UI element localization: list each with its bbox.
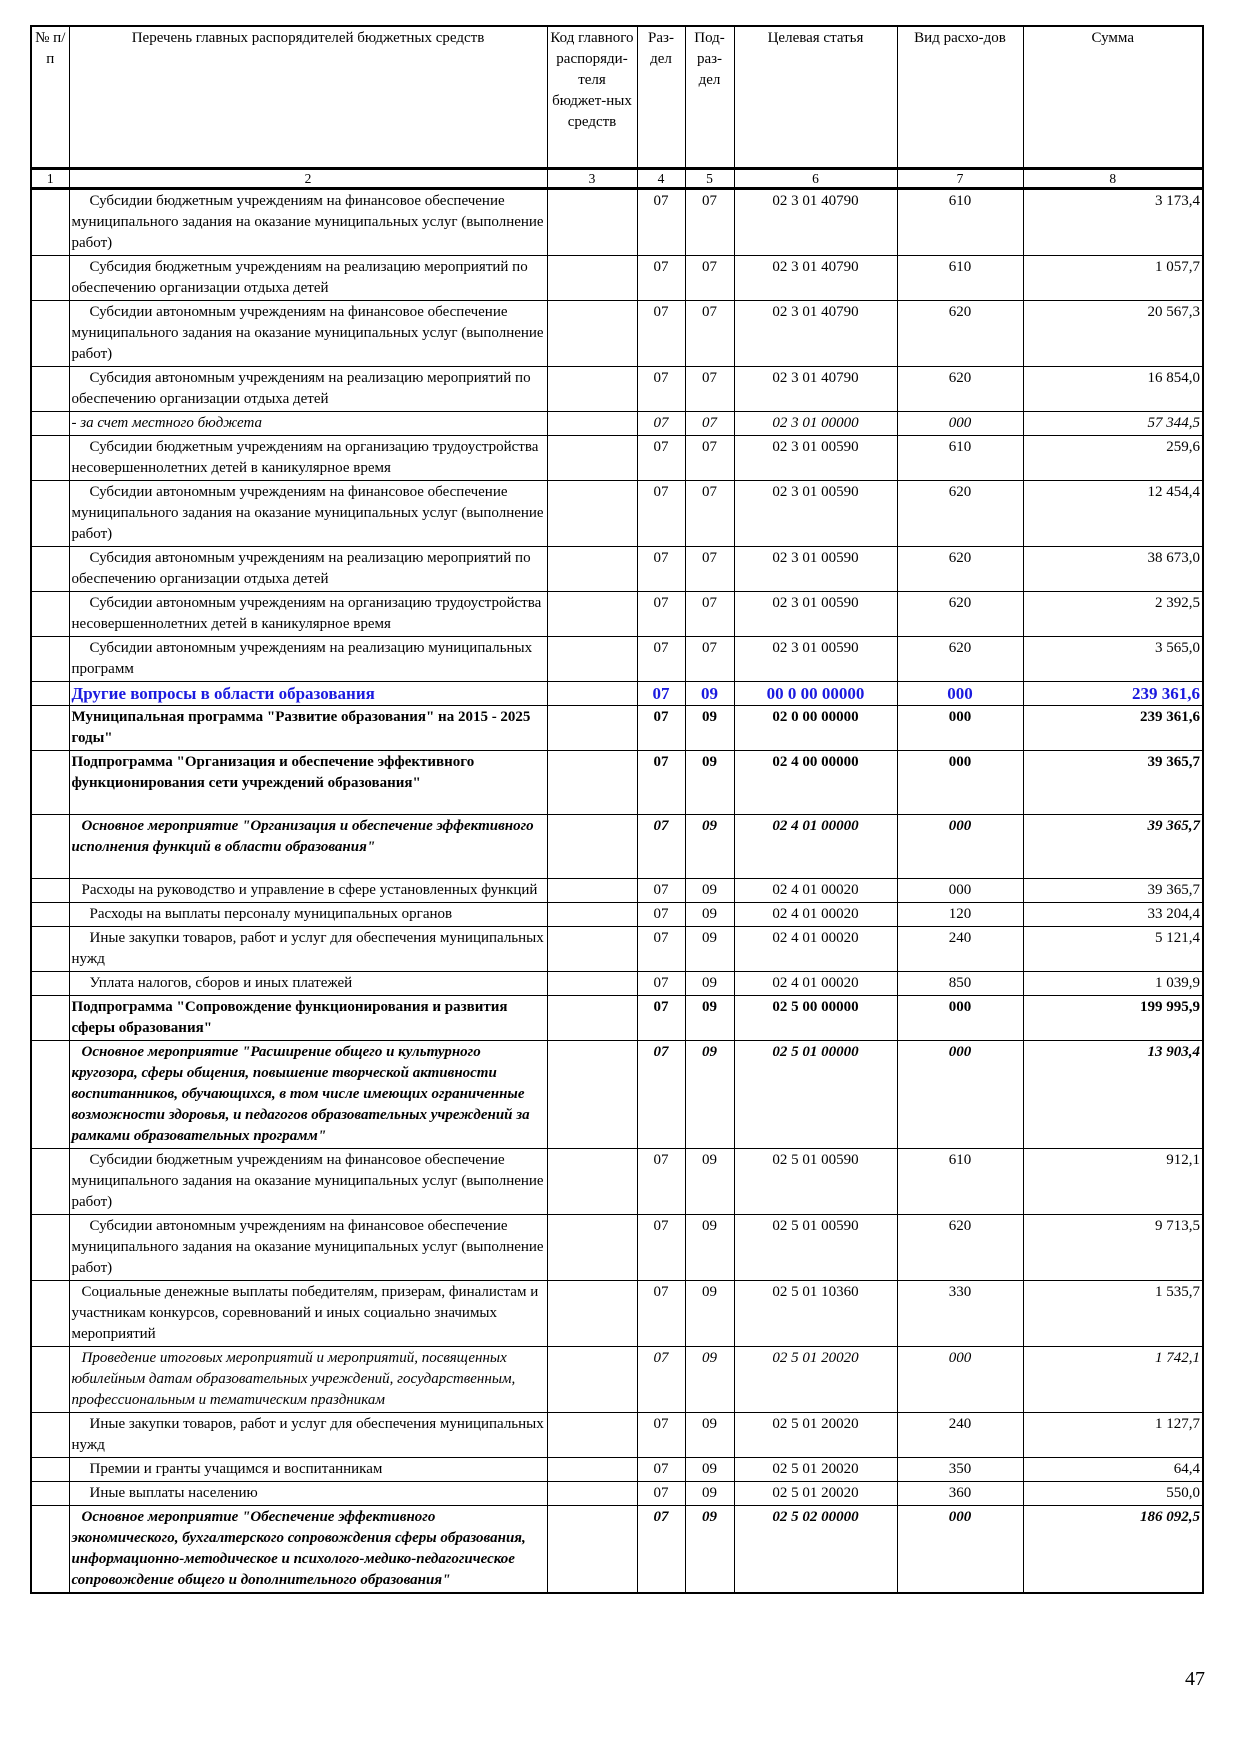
row-razdel-cell: 07	[637, 751, 685, 815]
row-name-cell: Субсидия бюджетным учреждениям на реализацию мероприятий по обеспечению организации отдыха детей	[69, 256, 547, 301]
row-podrazdel-cell: 09	[685, 682, 734, 706]
row-podrazdel-cell: 07	[685, 436, 734, 481]
header-sum: Сумма	[1023, 26, 1203, 169]
row-code-cell	[547, 367, 637, 412]
row-expense-type-cell: 610	[897, 256, 1023, 301]
row-target-cell: 02 5 00 00000	[734, 996, 897, 1041]
row-expense-type-cell: 000	[897, 751, 1023, 815]
row-sum-cell: 259,6	[1023, 436, 1203, 481]
row-sum-cell: 12 454,4	[1023, 481, 1203, 547]
row-razdel-cell: 07	[637, 1458, 685, 1482]
table-row	[31, 1347, 1203, 1413]
row-name-cell: Основное мероприятие "Расширение общего и культурного кругозора, сферы общения, повышение творческой активности воспитанников, обучающихся, в том числе имеющих ограниченные возможности здоровья, и педагогов образовательных учреждений за рамками образовательных программ"	[69, 1041, 547, 1149]
row-sum-cell: 39 365,7	[1023, 879, 1203, 903]
row-name-cell: Субсидии автономным учреждениям на финансовое обеспечение муниципального задания на оказание муниципальных услуг (выполнение работ)	[69, 301, 547, 367]
row-podrazdel-cell: 09	[685, 1041, 734, 1149]
row-code-cell	[547, 751, 637, 815]
row-razdel-cell: 07	[637, 903, 685, 927]
table-row	[31, 1458, 1203, 1482]
row-number-cell	[31, 367, 69, 412]
row-expense-type-cell: 000	[897, 682, 1023, 706]
row-razdel-cell: 07	[637, 996, 685, 1041]
row-podrazdel-cell: 07	[685, 189, 734, 256]
row-target-cell: 02 4 01 00020	[734, 903, 897, 927]
row-razdel-cell: 07	[637, 367, 685, 412]
row-razdel-cell: 07	[637, 481, 685, 547]
row-podrazdel-cell: 09	[685, 1347, 734, 1413]
header-target: Целевая статья	[734, 26, 897, 169]
row-number-cell	[31, 996, 69, 1041]
row-code-cell	[547, 256, 637, 301]
row-code-cell	[547, 637, 637, 682]
row-name-cell: Субсидии автономным учреждениям на организацию трудоустройства несовершеннолетних детей в каникулярное время	[69, 592, 547, 637]
row-target-cell: 02 5 01 10360	[734, 1281, 897, 1347]
row-expense-type-cell: 000	[897, 815, 1023, 879]
row-code-cell	[547, 1482, 637, 1506]
header-name: Перечень главных распорядителей бюджетных средств	[69, 26, 547, 169]
row-podrazdel-cell: 09	[685, 751, 734, 815]
row-target-cell: 02 3 01 00590	[734, 637, 897, 682]
table-row	[31, 481, 1203, 547]
row-expense-type-cell: 120	[897, 903, 1023, 927]
table-row	[31, 972, 1203, 996]
row-expense-type-cell: 000	[897, 412, 1023, 436]
row-name-cell: Иные закупки товаров, работ и услуг для обеспечения муниципальных нужд	[69, 927, 547, 972]
table-row	[31, 1506, 1203, 1594]
row-name-cell: Премии и гранты учащимся и воспитанникам	[69, 1458, 547, 1482]
row-sum-cell: 2 392,5	[1023, 592, 1203, 637]
row-expense-type-cell: 330	[897, 1281, 1023, 1347]
row-code-cell	[547, 879, 637, 903]
row-name-cell: Расходы на выплаты персоналу муниципальных органов	[69, 903, 547, 927]
row-expense-type-cell: 620	[897, 592, 1023, 637]
row-number-cell	[31, 972, 69, 996]
column-number: 7	[897, 169, 1023, 189]
table-row	[31, 1149, 1203, 1215]
row-podrazdel-cell: 07	[685, 301, 734, 367]
row-podrazdel-cell: 09	[685, 1281, 734, 1347]
row-podrazdel-cell: 09	[685, 903, 734, 927]
row-sum-cell: 186 092,5	[1023, 1506, 1203, 1594]
table-row	[31, 256, 1203, 301]
row-razdel-cell: 07	[637, 592, 685, 637]
row-razdel-cell: 07	[637, 972, 685, 996]
row-razdel-cell: 07	[637, 1281, 685, 1347]
row-target-cell: 02 5 01 20020	[734, 1482, 897, 1506]
row-name-cell: Проведение итоговых мероприятий и мероприятий, посвященных юбилейным датам образовательных учреждений, государственным, профессиональным и тематическим праздникам	[69, 1347, 547, 1413]
row-number-cell	[31, 879, 69, 903]
row-name-cell: - за счет местного бюджета	[69, 412, 547, 436]
table-row	[31, 706, 1203, 751]
row-code-cell	[547, 1281, 637, 1347]
row-code-cell	[547, 547, 637, 592]
row-number-cell	[31, 637, 69, 682]
row-podrazdel-cell: 09	[685, 706, 734, 751]
table-row	[31, 1482, 1203, 1506]
row-number-cell	[31, 815, 69, 879]
row-number-cell	[31, 927, 69, 972]
row-podrazdel-cell: 07	[685, 256, 734, 301]
row-target-cell: 02 0 00 00000	[734, 706, 897, 751]
row-code-cell	[547, 996, 637, 1041]
table-row	[31, 682, 1203, 706]
row-number-cell	[31, 1215, 69, 1281]
table-row	[31, 1413, 1203, 1458]
table-row	[31, 1215, 1203, 1281]
row-podrazdel-cell: 09	[685, 996, 734, 1041]
row-expense-type-cell: 620	[897, 547, 1023, 592]
row-target-cell: 02 3 01 00000	[734, 412, 897, 436]
row-name-cell: Основное мероприятие "Организация и обеспечение эффективного исполнения функций в области образования"	[69, 815, 547, 879]
row-sum-cell: 199 995,9	[1023, 996, 1203, 1041]
row-podrazdel-cell: 09	[685, 1506, 734, 1594]
row-expense-type-cell: 610	[897, 189, 1023, 256]
row-razdel-cell: 07	[637, 637, 685, 682]
row-name-cell: Подпрограмма "Сопровождение функционирования и развития сферы образования"	[69, 996, 547, 1041]
row-sum-cell: 1 535,7	[1023, 1281, 1203, 1347]
row-target-cell: 02 5 01 00590	[734, 1215, 897, 1281]
row-target-cell: 02 3 01 00590	[734, 481, 897, 547]
row-expense-type-cell: 350	[897, 1458, 1023, 1482]
header-code: Код главного распоряди-теля бюджет-ных средств	[547, 26, 637, 169]
row-expense-type-cell: 360	[897, 1482, 1023, 1506]
table-row	[31, 927, 1203, 972]
row-target-cell: 02 5 01 20020	[734, 1458, 897, 1482]
row-sum-cell: 39 365,7	[1023, 751, 1203, 815]
row-sum-cell: 1 742,1	[1023, 1347, 1203, 1413]
column-number: 3	[547, 169, 637, 189]
row-target-cell: 00 0 00 00000	[734, 682, 897, 706]
row-name-cell: Расходы на руководство и управление в сфере установленных функций	[69, 879, 547, 903]
row-target-cell: 02 4 01 00020	[734, 879, 897, 903]
row-name-cell: Субсидии автономным учреждениям на финансовое обеспечение муниципального задания на оказание муниципальных услуг (выполнение работ)	[69, 1215, 547, 1281]
row-name-cell: Муниципальная программа "Развитие образования" на 2015 - 2025 годы"	[69, 706, 547, 751]
row-name-cell: Иные выплаты населению	[69, 1482, 547, 1506]
row-podrazdel-cell: 09	[685, 1458, 734, 1482]
row-code-cell	[547, 301, 637, 367]
header-row	[31, 26, 1203, 169]
row-razdel-cell: 07	[637, 1215, 685, 1281]
row-number-cell	[31, 436, 69, 481]
row-sum-cell: 13 903,4	[1023, 1041, 1203, 1149]
table-row	[31, 412, 1203, 436]
row-sum-cell: 57 344,5	[1023, 412, 1203, 436]
row-razdel-cell: 07	[637, 412, 685, 436]
row-name-cell: Основное мероприятие "Обеспечение эффективного экономического, бухгалтерского сопровождения сферы образования, информационно-методическое и психолого-медико-педагогическое сопровождение общего и дополнительного образования"	[69, 1506, 547, 1594]
row-expense-type-cell: 000	[897, 1041, 1023, 1149]
table-row	[31, 189, 1203, 256]
column-number: 1	[31, 169, 69, 189]
row-target-cell: 02 5 02 00000	[734, 1506, 897, 1594]
row-target-cell: 02 4 01 00020	[734, 972, 897, 996]
row-target-cell: 02 3 01 00590	[734, 547, 897, 592]
column-number: 8	[1023, 169, 1203, 189]
row-number-cell	[31, 301, 69, 367]
row-code-cell	[547, 1347, 637, 1413]
row-target-cell: 02 4 01 00000	[734, 815, 897, 879]
row-expense-type-cell: 240	[897, 1413, 1023, 1458]
row-number-cell	[31, 256, 69, 301]
row-razdel-cell: 07	[637, 1149, 685, 1215]
header-razdel: Раз-дел	[637, 26, 685, 169]
row-sum-cell: 38 673,0	[1023, 547, 1203, 592]
row-name-cell: Субсидия автономным учреждениям на реализацию мероприятий по обеспечению организации отдыха детей	[69, 547, 547, 592]
table-row	[31, 996, 1203, 1041]
row-razdel-cell: 07	[637, 547, 685, 592]
row-razdel-cell: 07	[637, 1506, 685, 1594]
column-number: 5	[685, 169, 734, 189]
column-number: 4	[637, 169, 685, 189]
row-number-cell	[31, 189, 69, 256]
row-number-cell	[31, 1149, 69, 1215]
row-sum-cell: 39 365,7	[1023, 815, 1203, 879]
row-podrazdel-cell: 09	[685, 1413, 734, 1458]
table-row	[31, 592, 1203, 637]
row-expense-type-cell: 000	[897, 706, 1023, 751]
row-expense-type-cell: 620	[897, 637, 1023, 682]
row-expense-type-cell: 620	[897, 1215, 1023, 1281]
page-number: 47	[1185, 1668, 1205, 1690]
row-code-cell	[547, 1413, 637, 1458]
row-name-cell: Субсидии автономным учреждениям на реализацию муниципальных программ	[69, 637, 547, 682]
table-row	[31, 547, 1203, 592]
row-sum-cell: 5 121,4	[1023, 927, 1203, 972]
table-row	[31, 301, 1203, 367]
row-sum-cell: 239 361,6	[1023, 682, 1203, 706]
row-code-cell	[547, 903, 637, 927]
row-sum-cell: 912,1	[1023, 1149, 1203, 1215]
row-sum-cell: 16 854,0	[1023, 367, 1203, 412]
row-sum-cell: 33 204,4	[1023, 903, 1203, 927]
row-code-cell	[547, 706, 637, 751]
row-podrazdel-cell: 09	[685, 972, 734, 996]
row-code-cell	[547, 1506, 637, 1594]
table-row	[31, 436, 1203, 481]
row-razdel-cell: 07	[637, 301, 685, 367]
row-code-cell	[547, 1458, 637, 1482]
row-razdel-cell: 07	[637, 682, 685, 706]
row-expense-type-cell: 000	[897, 996, 1023, 1041]
row-expense-type-cell: 610	[897, 1149, 1023, 1215]
row-code-cell	[547, 592, 637, 637]
header-podrazdel: Под-раз-дел	[685, 26, 734, 169]
row-name-cell: Подпрограмма "Организация и обеспечение эффективного функционирования сети учреждений образования"	[69, 751, 547, 815]
row-code-cell	[547, 436, 637, 481]
row-number-cell	[31, 1413, 69, 1458]
row-code-cell	[547, 189, 637, 256]
row-number-cell	[31, 412, 69, 436]
row-podrazdel-cell: 09	[685, 1215, 734, 1281]
table-row	[31, 903, 1203, 927]
row-target-cell: 02 3 01 40790	[734, 367, 897, 412]
row-number-cell	[31, 1482, 69, 1506]
row-sum-cell: 1 057,7	[1023, 256, 1203, 301]
row-number-cell	[31, 706, 69, 751]
row-number-cell	[31, 1458, 69, 1482]
row-razdel-cell: 07	[637, 256, 685, 301]
row-expense-type-cell: 240	[897, 927, 1023, 972]
row-podrazdel-cell: 09	[685, 927, 734, 972]
row-code-cell	[547, 927, 637, 972]
row-code-cell	[547, 1215, 637, 1281]
row-target-cell: 02 5 01 00000	[734, 1041, 897, 1149]
row-code-cell	[547, 1041, 637, 1149]
row-number-cell	[31, 547, 69, 592]
column-number-row	[31, 169, 1203, 189]
row-target-cell: 02 3 01 00590	[734, 592, 897, 637]
row-name-cell: Социальные денежные выплаты победителям, призерам, финалистам и участникам конкурсов, соревнований и иных социально значимых мероприятий	[69, 1281, 547, 1347]
row-expense-type-cell: 000	[897, 1506, 1023, 1594]
row-sum-cell: 1 127,7	[1023, 1413, 1203, 1458]
row-name-cell: Субсидии бюджетным учреждениям на финансовое обеспечение муниципального задания на оказание муниципальных услуг (выполнение работ)	[69, 1149, 547, 1215]
row-name-cell: Субсидии бюджетным учреждениям на организацию трудоустройства несовершеннолетних детей в каникулярное время	[69, 436, 547, 481]
row-target-cell: 02 3 01 00590	[734, 436, 897, 481]
row-target-cell: 02 4 00 00000	[734, 751, 897, 815]
table-row	[31, 751, 1203, 815]
row-podrazdel-cell: 07	[685, 547, 734, 592]
row-code-cell	[547, 481, 637, 547]
row-number-cell	[31, 481, 69, 547]
budget-sheet	[30, 25, 1204, 1594]
row-podrazdel-cell: 09	[685, 1482, 734, 1506]
budget-table	[30, 25, 1204, 1594]
row-sum-cell: 1 039,9	[1023, 972, 1203, 996]
row-target-cell: 02 5 01 20020	[734, 1347, 897, 1413]
row-sum-cell: 20 567,3	[1023, 301, 1203, 367]
column-number: 6	[734, 169, 897, 189]
row-code-cell	[547, 412, 637, 436]
row-podrazdel-cell: 07	[685, 592, 734, 637]
row-podrazdel-cell: 09	[685, 1149, 734, 1215]
row-podrazdel-cell: 07	[685, 637, 734, 682]
row-target-cell: 02 3 01 40790	[734, 301, 897, 367]
row-number-cell	[31, 592, 69, 637]
row-razdel-cell: 07	[637, 1413, 685, 1458]
table-row	[31, 637, 1203, 682]
column-number: 2	[69, 169, 547, 189]
row-code-cell	[547, 1149, 637, 1215]
header-expense-type: Вид расхо-дов	[897, 26, 1023, 169]
row-sum-cell: 550,0	[1023, 1482, 1203, 1506]
header-num: № п/п	[31, 26, 69, 169]
row-razdel-cell: 07	[637, 927, 685, 972]
row-sum-cell: 3 173,4	[1023, 189, 1203, 256]
table-row	[31, 367, 1203, 412]
row-sum-cell: 239 361,6	[1023, 706, 1203, 751]
row-razdel-cell: 07	[637, 189, 685, 256]
row-target-cell: 02 5 01 20020	[734, 1413, 897, 1458]
row-name-cell: Субсидия автономным учреждениям на реализацию мероприятий по обеспечению организации отдыха детей	[69, 367, 547, 412]
row-code-cell	[547, 972, 637, 996]
row-razdel-cell: 07	[637, 1482, 685, 1506]
row-number-cell	[31, 1347, 69, 1413]
row-target-cell: 02 5 01 00590	[734, 1149, 897, 1215]
row-number-cell	[31, 903, 69, 927]
table-row	[31, 1281, 1203, 1347]
row-expense-type-cell: 000	[897, 1347, 1023, 1413]
row-number-cell	[31, 1041, 69, 1149]
row-expense-type-cell: 620	[897, 481, 1023, 547]
row-number-cell	[31, 1506, 69, 1594]
row-razdel-cell: 07	[637, 1041, 685, 1149]
row-name-cell: Другие вопросы в области образования	[69, 682, 547, 706]
row-razdel-cell: 07	[637, 815, 685, 879]
row-sum-cell: 64,4	[1023, 1458, 1203, 1482]
row-code-cell	[547, 815, 637, 879]
row-expense-type-cell: 620	[897, 367, 1023, 412]
row-podrazdel-cell: 09	[685, 815, 734, 879]
row-expense-type-cell: 850	[897, 972, 1023, 996]
table-body	[31, 189, 1203, 1594]
table-row	[31, 879, 1203, 903]
row-target-cell: 02 3 01 40790	[734, 256, 897, 301]
row-number-cell	[31, 1281, 69, 1347]
row-podrazdel-cell: 07	[685, 481, 734, 547]
row-razdel-cell: 07	[637, 879, 685, 903]
table-row	[31, 1041, 1203, 1149]
row-name-cell: Иные закупки товаров, работ и услуг для обеспечения муниципальных нужд	[69, 1413, 547, 1458]
row-name-cell: Субсидии автономным учреждениям на финансовое обеспечение муниципального задания на оказание муниципальных услуг (выполнение работ)	[69, 481, 547, 547]
row-target-cell: 02 3 01 40790	[734, 189, 897, 256]
row-razdel-cell: 07	[637, 1347, 685, 1413]
row-podrazdel-cell: 07	[685, 367, 734, 412]
row-expense-type-cell: 610	[897, 436, 1023, 481]
row-podrazdel-cell: 09	[685, 879, 734, 903]
row-expense-type-cell: 620	[897, 301, 1023, 367]
table-row	[31, 815, 1203, 879]
row-razdel-cell: 07	[637, 706, 685, 751]
row-sum-cell: 3 565,0	[1023, 637, 1203, 682]
row-podrazdel-cell: 07	[685, 412, 734, 436]
row-razdel-cell: 07	[637, 436, 685, 481]
row-number-cell	[31, 751, 69, 815]
row-name-cell: Субсидии бюджетным учреждениям на финансовое обеспечение муниципального задания на оказание муниципальных услуг (выполнение работ)	[69, 189, 547, 256]
row-name-cell: Уплата налогов, сборов и иных платежей	[69, 972, 547, 996]
row-code-cell	[547, 682, 637, 706]
row-expense-type-cell: 000	[897, 879, 1023, 903]
row-target-cell: 02 4 01 00020	[734, 927, 897, 972]
row-sum-cell: 9 713,5	[1023, 1215, 1203, 1281]
row-number-cell	[31, 682, 69, 706]
